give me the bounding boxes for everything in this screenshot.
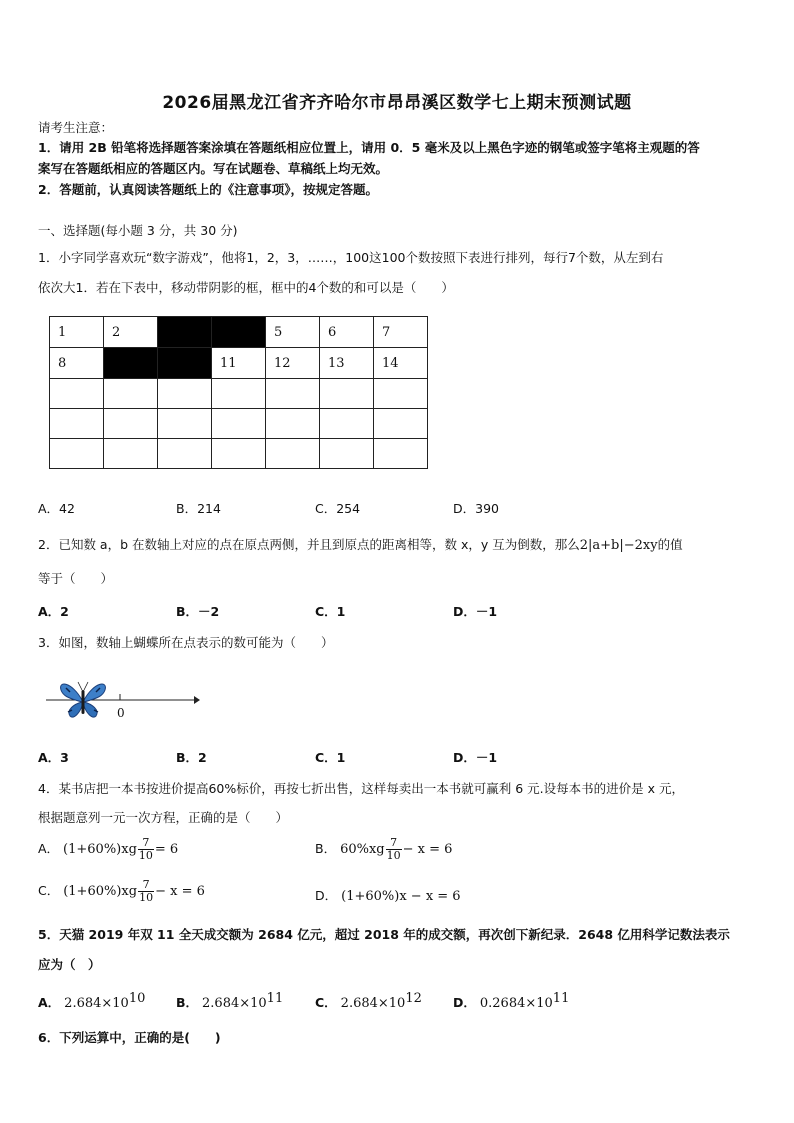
q5-option-d bbox=[453, 991, 569, 1011]
grid-cell bbox=[158, 439, 212, 469]
q6-stem: 6．下列运算中，正确的是( ) bbox=[38, 1030, 221, 1045]
grid-cell: 12 bbox=[266, 348, 320, 379]
grid-cell: 7 bbox=[374, 317, 428, 348]
option-label: D． bbox=[453, 995, 476, 1011]
q5-option-b bbox=[176, 991, 283, 1011]
section-heading: 一、选择题(每小题 3 分，共 30 分) bbox=[38, 223, 238, 238]
expression-part: − x = 6 bbox=[402, 842, 453, 857]
fraction-numerator: 7 bbox=[386, 837, 402, 850]
q1-option-c: C．254 bbox=[315, 501, 361, 516]
grid-cell bbox=[158, 409, 212, 439]
q1-stem-line1: 1．小字同学喜欢玩“数字游戏”，他将1，2，3，……，100这100个数按照下表进行排列，每行7个数，从左到右 bbox=[38, 250, 664, 265]
grid-cell: 8 bbox=[50, 348, 104, 379]
q3-option-b: B．2 bbox=[176, 750, 207, 765]
q4-stem-line2: 根据题意列一元一次方程，正确的是（ ） bbox=[38, 810, 289, 825]
grid-cell bbox=[212, 379, 266, 409]
notice-item-2: 2．答题前，认真阅读答题纸上的《注意事项》，按规定答题。 bbox=[38, 182, 378, 197]
q5-stem-line2: 应为（ ） bbox=[38, 957, 101, 972]
fraction bbox=[138, 879, 154, 904]
sci-base: 2.684×10 bbox=[64, 996, 129, 1012]
shaded-cell bbox=[158, 317, 212, 348]
q3-option-c: C．1 bbox=[315, 750, 346, 765]
fraction bbox=[138, 837, 154, 862]
q4-option-c bbox=[38, 879, 205, 904]
grid-cell bbox=[212, 409, 266, 439]
q1-stem-line2: 依次大1．若在下表中，移动带阴影的框，框中的4个数的和可以是（ ） bbox=[38, 280, 454, 295]
option-label: B． bbox=[176, 995, 199, 1011]
grid-cell: 13 bbox=[320, 348, 374, 379]
q3-option-d: D．－1 bbox=[453, 750, 498, 765]
option-label: A． bbox=[38, 995, 61, 1011]
expression-part: (1+60%)xg bbox=[63, 884, 138, 899]
grid-cell bbox=[50, 409, 104, 439]
q1-option-d: D．390 bbox=[453, 501, 499, 516]
arrow-icon bbox=[194, 696, 200, 704]
option-label: D． bbox=[315, 888, 338, 903]
grid-cell: 11 bbox=[212, 348, 266, 379]
grid-cell bbox=[320, 439, 374, 469]
fraction-denominator: 10 bbox=[386, 849, 401, 862]
grid-cell bbox=[104, 409, 158, 439]
q2-stem-line2: 等于（ ） bbox=[38, 571, 114, 586]
q5-stem-line1: 5．天猫 2019 年双 11 全天成交额为 2684 亿元，超过 2018 年的成交额，再次创下新纪录．2648 亿用科学记数法表示 bbox=[38, 927, 730, 942]
expression-part: (1+60%)xg bbox=[63, 842, 137, 857]
axis-label-zero: 0 bbox=[117, 706, 125, 720]
option-label: A． bbox=[38, 841, 60, 856]
grid-cell bbox=[158, 379, 212, 409]
sci-exponent: 11 bbox=[266, 991, 284, 1006]
grid-cell: 6 bbox=[320, 317, 374, 348]
grid-cell bbox=[212, 439, 266, 469]
grid-cell bbox=[266, 409, 320, 439]
notice-heading: 请考生注意： bbox=[38, 120, 114, 135]
q3-stem: 3．如图，数轴上蝴蝶所在点表示的数可能为（ ） bbox=[38, 635, 334, 650]
grid-cell bbox=[50, 439, 104, 469]
sci-exponent: 10 bbox=[128, 991, 146, 1006]
q2-option-b: B．－2 bbox=[176, 604, 220, 619]
sci-base: 2.684×10 bbox=[340, 996, 406, 1012]
q4-stem-line1: 4．某书店把一本书按进价提高60%标价，再按七折出售，这样每卖出一本书就可赢利 6 元.设每本书的进价是 x 元， bbox=[38, 781, 684, 796]
grid-cell bbox=[104, 379, 158, 409]
q5-option-c bbox=[315, 991, 422, 1011]
grid-cell: 14 bbox=[374, 348, 428, 379]
page-title: 2026届黑龙江省齐齐哈尔市昂昂溪区数学七上期末预测试题 bbox=[162, 93, 632, 113]
shaded-cell bbox=[212, 317, 266, 348]
grid-cell bbox=[374, 379, 428, 409]
shaded-cell bbox=[158, 348, 212, 379]
q1-option-a: A．42 bbox=[38, 501, 75, 516]
grid-cell bbox=[320, 409, 374, 439]
sci-exponent: 12 bbox=[405, 991, 422, 1006]
shaded-cell bbox=[104, 348, 158, 379]
fraction bbox=[386, 837, 402, 862]
option-label: C． bbox=[315, 995, 337, 1011]
option-label: B． bbox=[315, 841, 337, 856]
grid-cell bbox=[50, 379, 104, 409]
grid-cell: 5 bbox=[266, 317, 320, 348]
fraction-denominator: 10 bbox=[138, 849, 153, 862]
notice-item-1a: 1．请用 2B 铅笔将选择题答案涂填在答题纸相应位置上，请用 0．5 毫米及以上黑色字迹的钢笔或签字笔将主观题的答 bbox=[38, 140, 700, 155]
expression-part: = 6 bbox=[154, 842, 179, 857]
grid-cell bbox=[266, 439, 320, 469]
grid-cell bbox=[320, 379, 374, 409]
q2-stem-text-b: 的值 bbox=[657, 537, 683, 552]
q3-option-a: A．3 bbox=[38, 750, 69, 765]
q2-stem-line1 bbox=[38, 535, 683, 556]
q2-option-c: C．1 bbox=[315, 604, 346, 619]
grid-cell bbox=[104, 439, 158, 469]
sci-exponent: 11 bbox=[552, 991, 570, 1006]
sci-base: 0.2684×10 bbox=[479, 996, 553, 1012]
grid-cell bbox=[374, 409, 428, 439]
q2-stem-text-a: 2．已知数 a，b 在数轴上对应的点在原点两侧，并且到原点的距离相等，数 x，y 互为倒数，那么 bbox=[38, 537, 580, 552]
q2-expression: 2|a+b|−2xy bbox=[579, 538, 658, 553]
expression-part: 60%xg bbox=[340, 842, 385, 857]
grid-cell: 2 bbox=[104, 317, 158, 348]
sci-base: 2.684×10 bbox=[202, 996, 267, 1012]
expression-part: (1+60%)x − x = 6 bbox=[341, 889, 461, 904]
number-grid bbox=[49, 316, 428, 469]
q4-option-d bbox=[315, 886, 461, 904]
q4-option-a bbox=[38, 837, 178, 862]
expression-part: − x = 6 bbox=[155, 884, 205, 899]
grid-cell: 1 bbox=[50, 317, 104, 348]
option-label: C． bbox=[38, 883, 60, 898]
fraction-numerator: 7 bbox=[138, 837, 154, 850]
grid-cell bbox=[374, 439, 428, 469]
fraction-denominator: 10 bbox=[139, 891, 154, 904]
q1-option-b: B．214 bbox=[176, 501, 221, 516]
q4-option-b bbox=[315, 837, 452, 862]
fraction-numerator: 7 bbox=[138, 879, 154, 892]
grid-cell bbox=[266, 379, 320, 409]
q2-option-a: A．2 bbox=[38, 604, 69, 619]
notice-item-1b: 案写在答题纸相应的答题区内。写在试题卷、草稿纸上均无效。 bbox=[38, 161, 389, 176]
q2-option-d: D．－1 bbox=[453, 604, 498, 619]
q5-option-a bbox=[38, 991, 145, 1011]
